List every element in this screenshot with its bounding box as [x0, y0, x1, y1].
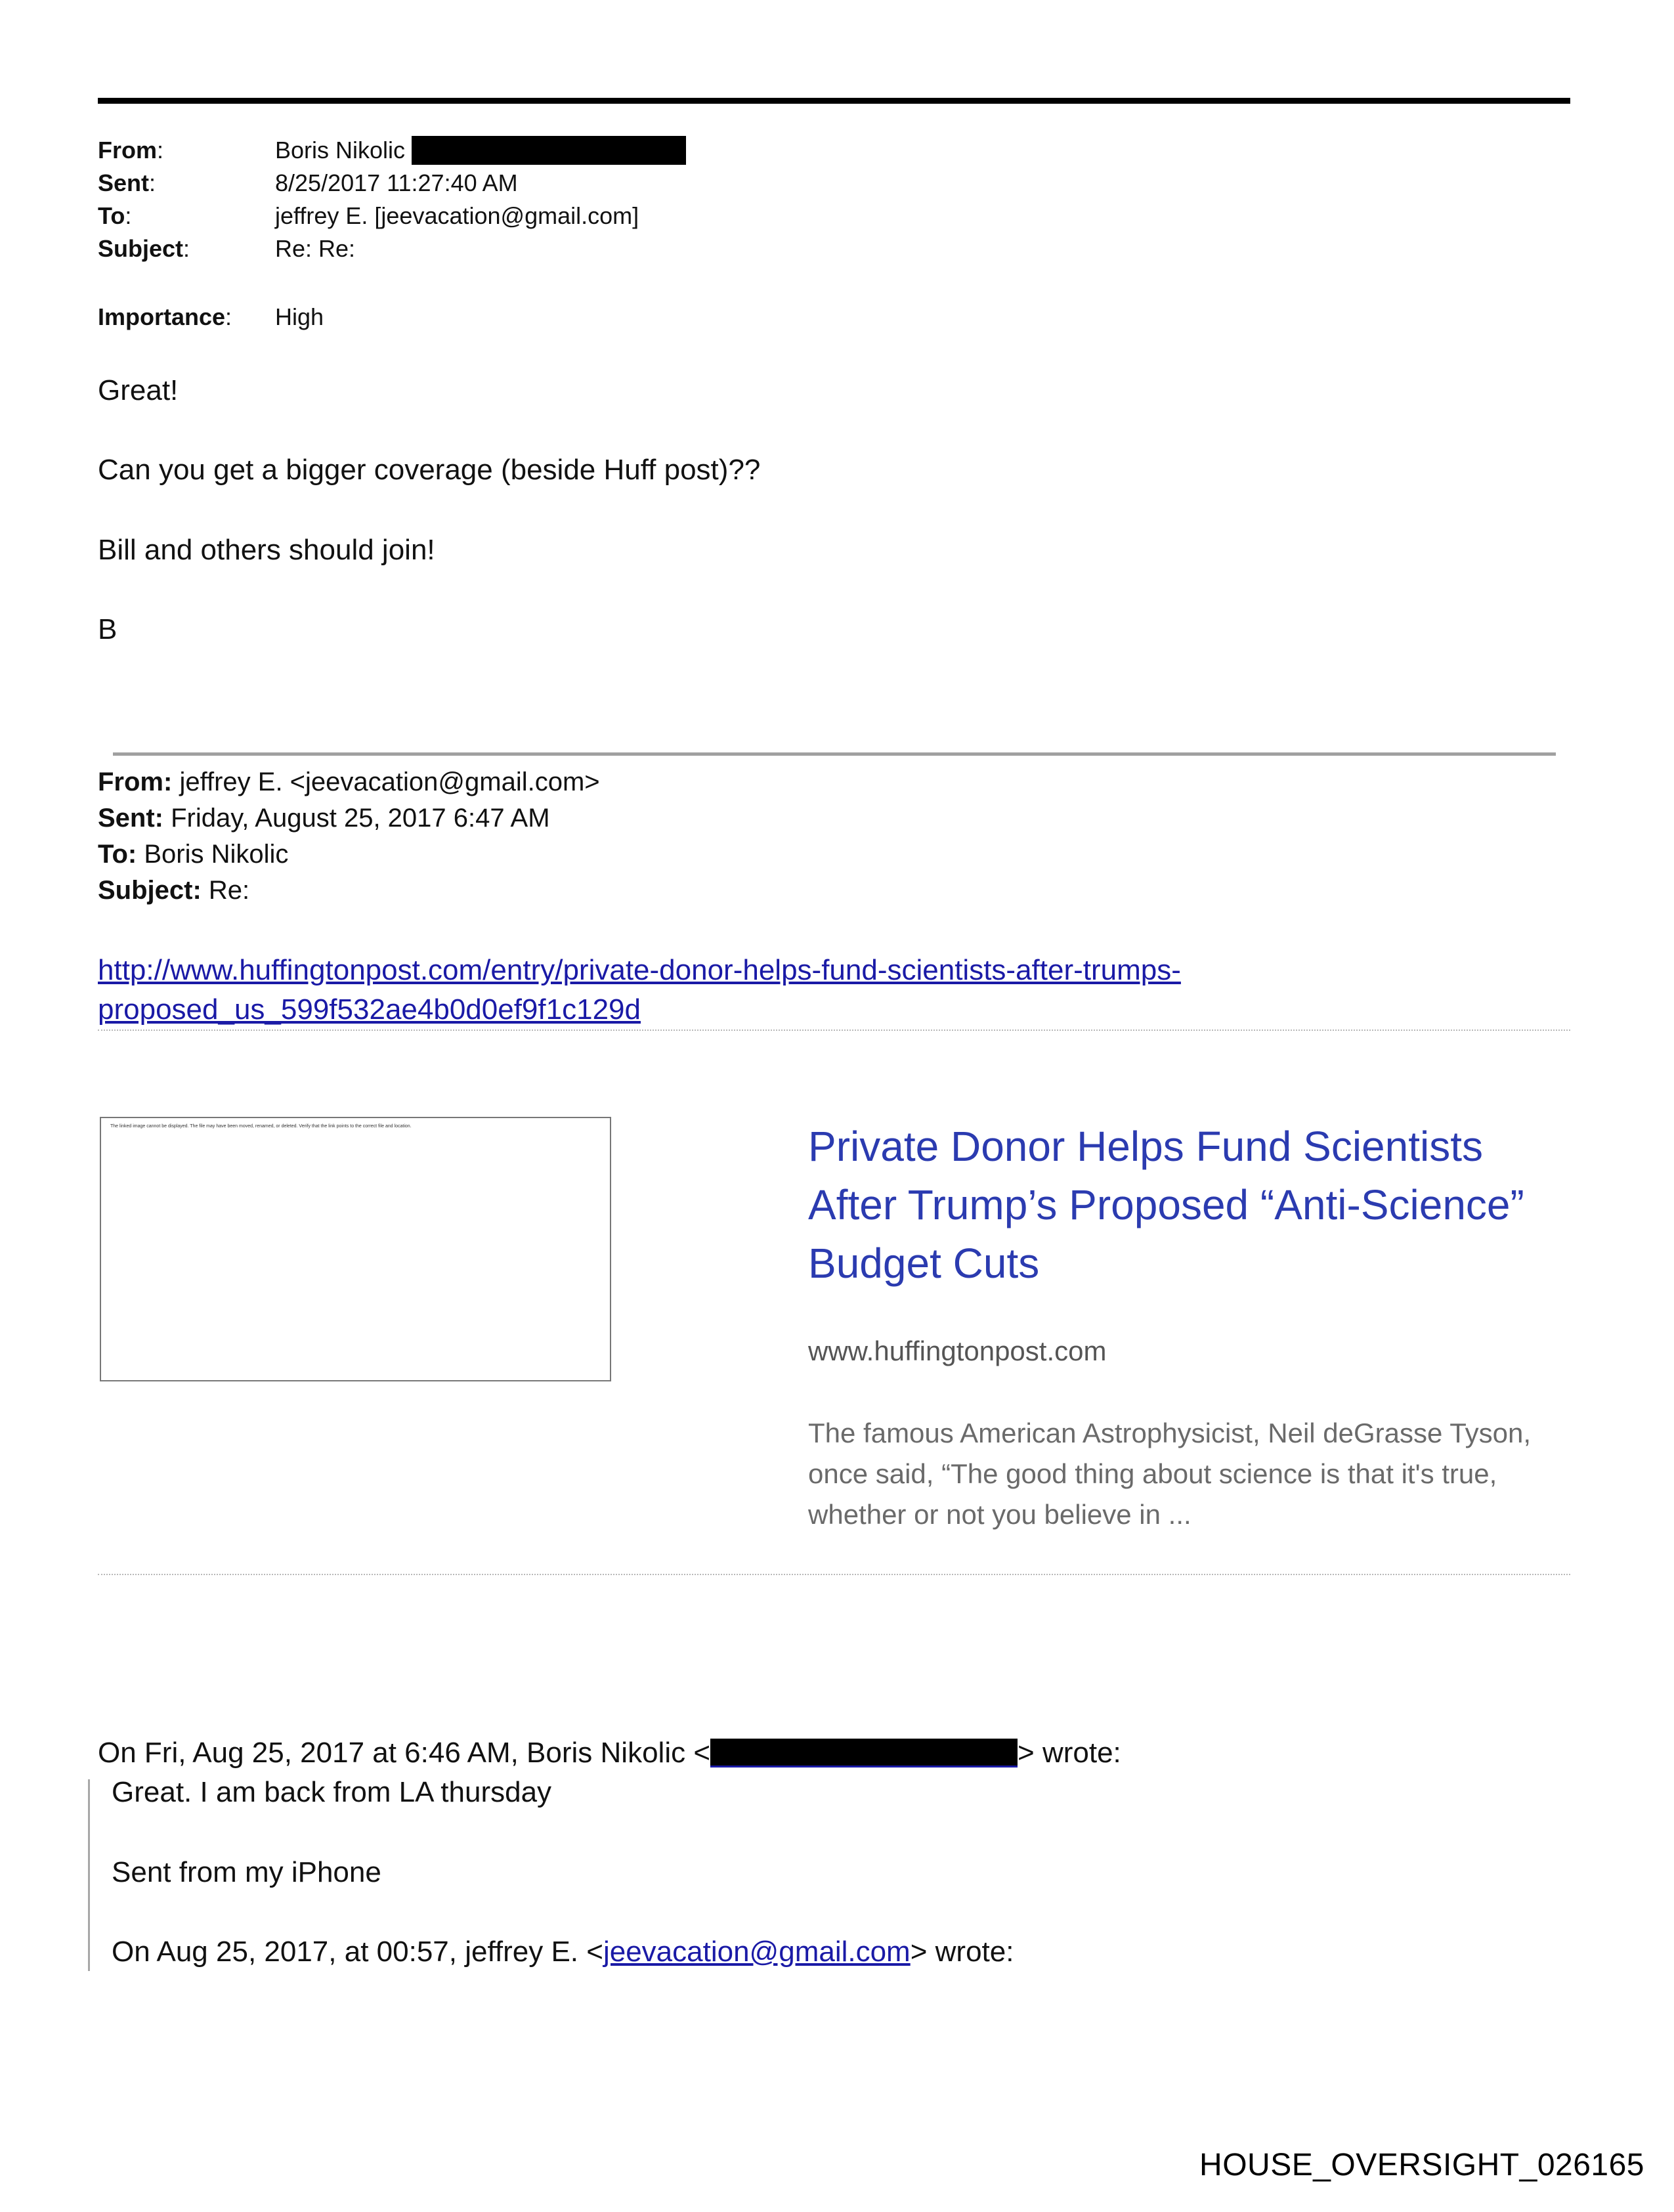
email-link[interactable]: jeevacation@gmail.com — [603, 1936, 911, 1968]
quoted-line-1: Great. I am back from LA thursday — [112, 1776, 552, 1808]
fwd-sent-value: Friday, August 25, 2017 6:47 AM — [171, 804, 550, 833]
header-sent-row: Sent: 8/25/2017 11:27:40 AM — [98, 167, 518, 200]
quoted-line-3 — [112, 1932, 1014, 1972]
fwd-sent-label: Sent: — [98, 804, 163, 833]
fwd-subject-row — [98, 872, 249, 909]
preview-title[interactable]: Private Donor Helps Fund Scientists After Trump’s Proposed “Anti-Science” Budget Cuts — [808, 1123, 1524, 1287]
header-sent-label: Sent — [98, 169, 150, 196]
fwd-subject-label: Subject: — [98, 876, 202, 905]
broken-image-notice: The linked image cannot be displayed. The file may have been moved, renamed, or deleted. Verify that the link points to the correct file and location. — [110, 1124, 412, 1129]
fwd-from-row — [98, 764, 600, 800]
fwd-sent-row — [98, 800, 550, 836]
header-to-label: To — [98, 202, 125, 229]
header-sent-value: 8/25/2017 11:27:40 AM — [275, 169, 518, 196]
fwd-to-row — [98, 836, 288, 873]
header-importance-row: Importance: High — [98, 301, 324, 334]
quote-bar — [88, 1779, 90, 1971]
quoted-intro-before: On Fri, Aug 25, 2017 at 6:46 AM, Boris Nikolic < — [98, 1737, 711, 1769]
quoted-intro-after: > wrote: — [1018, 1737, 1121, 1769]
quoted-line-3-after: > wrote: — [910, 1936, 1014, 1968]
header-importance-label: Importance — [98, 303, 226, 330]
body-line-1: Great! — [98, 374, 179, 406]
header-to-value: jeffrey E. [jeevacation@gmail.com] — [275, 202, 639, 229]
preview-site: www.huffingtonpost.com — [808, 1335, 1107, 1366]
top-rule — [98, 98, 1570, 104]
reply-separator — [113, 752, 1556, 756]
body-signature: B — [98, 613, 118, 645]
header-subject-value: Re: Re: — [275, 235, 356, 262]
header-subject-label: Subject — [98, 235, 184, 262]
fwd-from-label: From: — [98, 768, 173, 796]
preview-top-divider — [98, 1030, 1570, 1031]
body-line-3: Bill and others should join! — [98, 534, 435, 566]
preview-description: The famous American Astrophysicist, Neil deGrasse Tyson, once said, “The good thing about science is that it's true, whether or not you believe in ... — [808, 1418, 1532, 1530]
preview-image-placeholder — [100, 1117, 611, 1381]
preview-bottom-divider — [98, 1574, 1570, 1575]
header-from-row: From: Boris Nikolic — [98, 134, 686, 167]
quoted-line-2: Sent from my iPhone — [112, 1856, 381, 1888]
quoted-intro — [98, 1733, 1121, 1773]
fwd-from-value: jeffrey E. <jeevacation@gmail.com> — [179, 768, 600, 796]
header-subject-row: Subject: Re: Re: — [98, 232, 355, 265]
redaction-bar — [710, 1739, 1018, 1767]
article-link-line-2[interactable]: proposed_us_599f532ae4b0d0ef9f1c129d — [98, 993, 641, 1026]
body-line-2: Can you get a bigger coverage (beside Huff post)?? — [98, 454, 761, 486]
header-importance-value: High — [275, 303, 324, 330]
fwd-to-value: Boris Nikolic — [144, 840, 289, 869]
header-from-value: Boris Nikolic — [275, 137, 406, 163]
fwd-to-label: To: — [98, 840, 137, 869]
redaction-bar — [412, 136, 686, 165]
article-link-line-1[interactable]: http://www.huffingtonpost.com/entry/private-donor-helps-fund-scientists-after-trumps- — [98, 954, 1181, 986]
bates-number: HOUSE_OVERSIGHT_026165 — [1199, 2148, 1644, 2182]
header-from-label: From — [98, 137, 157, 163]
fwd-subject-value: Re: — [208, 876, 250, 905]
quoted-line-3-before: On Aug 25, 2017, at 00:57, jeffrey E. < — [112, 1936, 603, 1968]
header-to-row: To: jeffrey E. [jeevacation@gmail.com] — [98, 200, 639, 232]
